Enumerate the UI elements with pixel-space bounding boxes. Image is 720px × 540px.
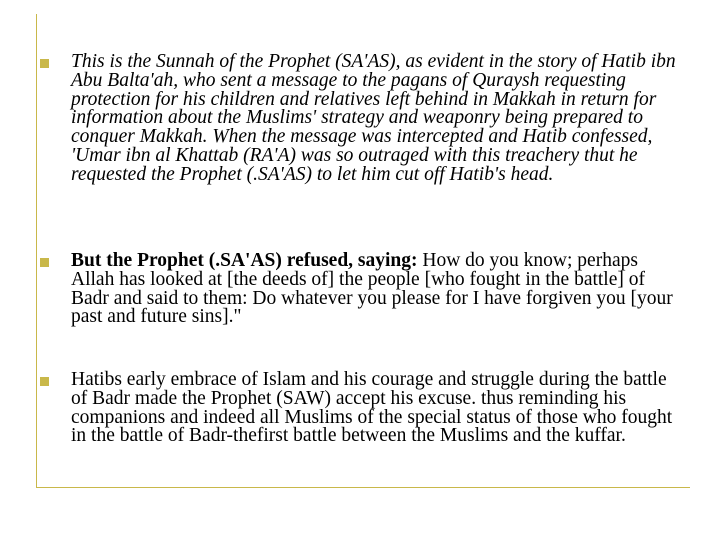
bullet-text-1: This is the Sunnah of the Prophet (SA'AS), as evident in the story of Hatib ibn Abu Balta'ah, who sent a message to the pagans of Quraysh requesting protection for his children and relatives left behind in Makkah in return for information about the Muslims' strategy and weaponry being prepared to conquer Makkah. When the message was intercepted and Hatib confessed, 'Umar ibn al Khattab (RA'A) was so outraged with this treachery thut he requested the Prophet (.SA'AS) to let him cut off Hatib's head. — [71, 51, 676, 185]
bullet-quote-text: How do you know; perhaps Allah has looked at [the deeds of] the people [who fought in the battle] of Badr and said to them: Do whatever you please for I have forgiven you [your past and future sins]." — [71, 250, 673, 328]
square-bullet-icon — [40, 258, 49, 267]
bottom-border-line — [36, 487, 690, 488]
bullet-text-3: Hatibs early embrace of Islam and his courage and struggle during the battle of Badr made the Prophet (SAW) accept his excuse. thus reminding his companions and indeed all Muslims of the special status of those who fought in the battle of Badr-thefirst battle between the Muslims and the kuffar. — [71, 369, 673, 447]
left-border-line — [36, 14, 37, 488]
bullet-lead-bold: But the Prophet (.SA'AS) refused, saying: — [71, 250, 418, 271]
square-bullet-icon — [40, 377, 49, 386]
square-bullet-icon — [40, 59, 49, 68]
bullet-text-2 — [71, 252, 676, 327]
